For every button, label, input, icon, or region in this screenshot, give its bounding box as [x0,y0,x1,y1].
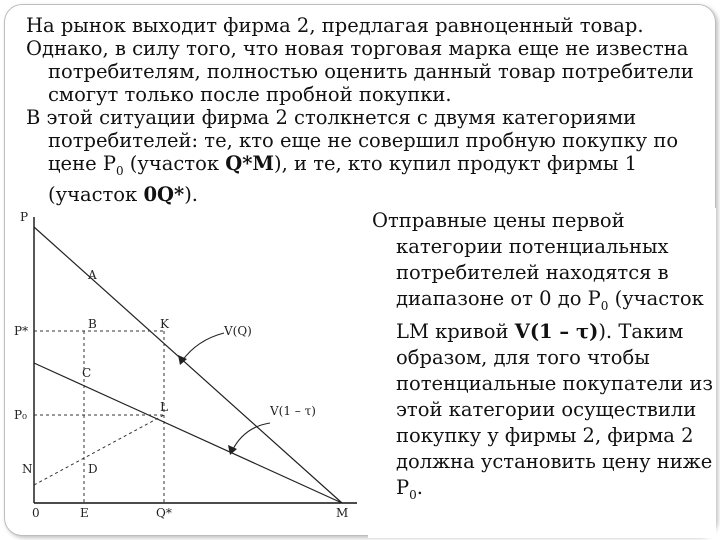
paragraph-2: Однако, в силу того, что новая торговая марка еще не известна потребителям, полностью оценить данный товар потребители смогут только после пробной покупки. [26,37,694,106]
curve-v1-line [34,363,342,503]
point-l-label: L [160,400,168,414]
explanation-sub-1: 0 [600,298,609,313]
point-c-label: C [82,366,92,380]
curve-v-label: V(Q) [224,324,252,338]
explanation-text [368,208,716,508]
demand-diagram [12,205,372,525]
paragraph-3-text-2: (участок [123,152,226,175]
origin-label: 0 [32,506,40,520]
e-label: E [80,506,89,520]
paragraph-3-text-4: ). [184,182,199,206]
curve-v1-label: V(1 – τ) [270,404,316,418]
arrow-v1 [232,423,270,451]
explanation-box [368,208,716,538]
pstar-label: P* [14,324,29,338]
paragraph-3-text-1: В этой ситуации фирма 2 столкнется с двумя категориями потребителей: те, кто еще не совершил пробную покупку по цене Р [26,106,679,175]
paragraph-3-text-3: ), и те, кто купил продукт фирмы 1 (участок [48,152,637,206]
curve-v-line [34,227,342,503]
paragraph-3-subscript: 0 [115,163,124,178]
arrow-v [182,333,224,361]
slide-text [26,14,706,206]
point-n-label: N [22,462,33,476]
explanation-sub-2: 0 [409,487,417,502]
p0-label: P₀ [14,408,27,422]
qstar-label: Q* [156,506,172,520]
explanation-text-3: ). Таким образом, для того чтобы потенциальные покупатели из этой категории осуществили покупку у фирмы 2, фирма 2 должна установить цену ниже Р [396,319,714,499]
axis-p-label: P [20,210,29,224]
diagram-svg [12,205,372,525]
explanation-text-1: Отправные цены первой категории потенциальных потребителей находятся в диапазоне от 0 до Р [372,209,669,310]
explanation-text-2: (участок LM кривой [396,287,704,343]
point-b-label: B [88,317,97,331]
paragraph-3-segment-2: 0Q* [143,182,185,206]
explanation-text-4: . [416,475,423,499]
point-a-label: A [88,268,97,282]
point-k-label: K [160,317,169,331]
paragraph-3-segment-1: Q*M [225,152,274,175]
explanation-formula: V(1 – τ) [514,319,599,343]
paragraph-1: На рынок выходит фирма 2, предлагая равноценный товар. [26,14,644,37]
n-l-guide [34,415,164,485]
point-d-label: D [88,462,98,476]
paragraph-3 [26,106,706,206]
m-label: M [336,506,349,520]
